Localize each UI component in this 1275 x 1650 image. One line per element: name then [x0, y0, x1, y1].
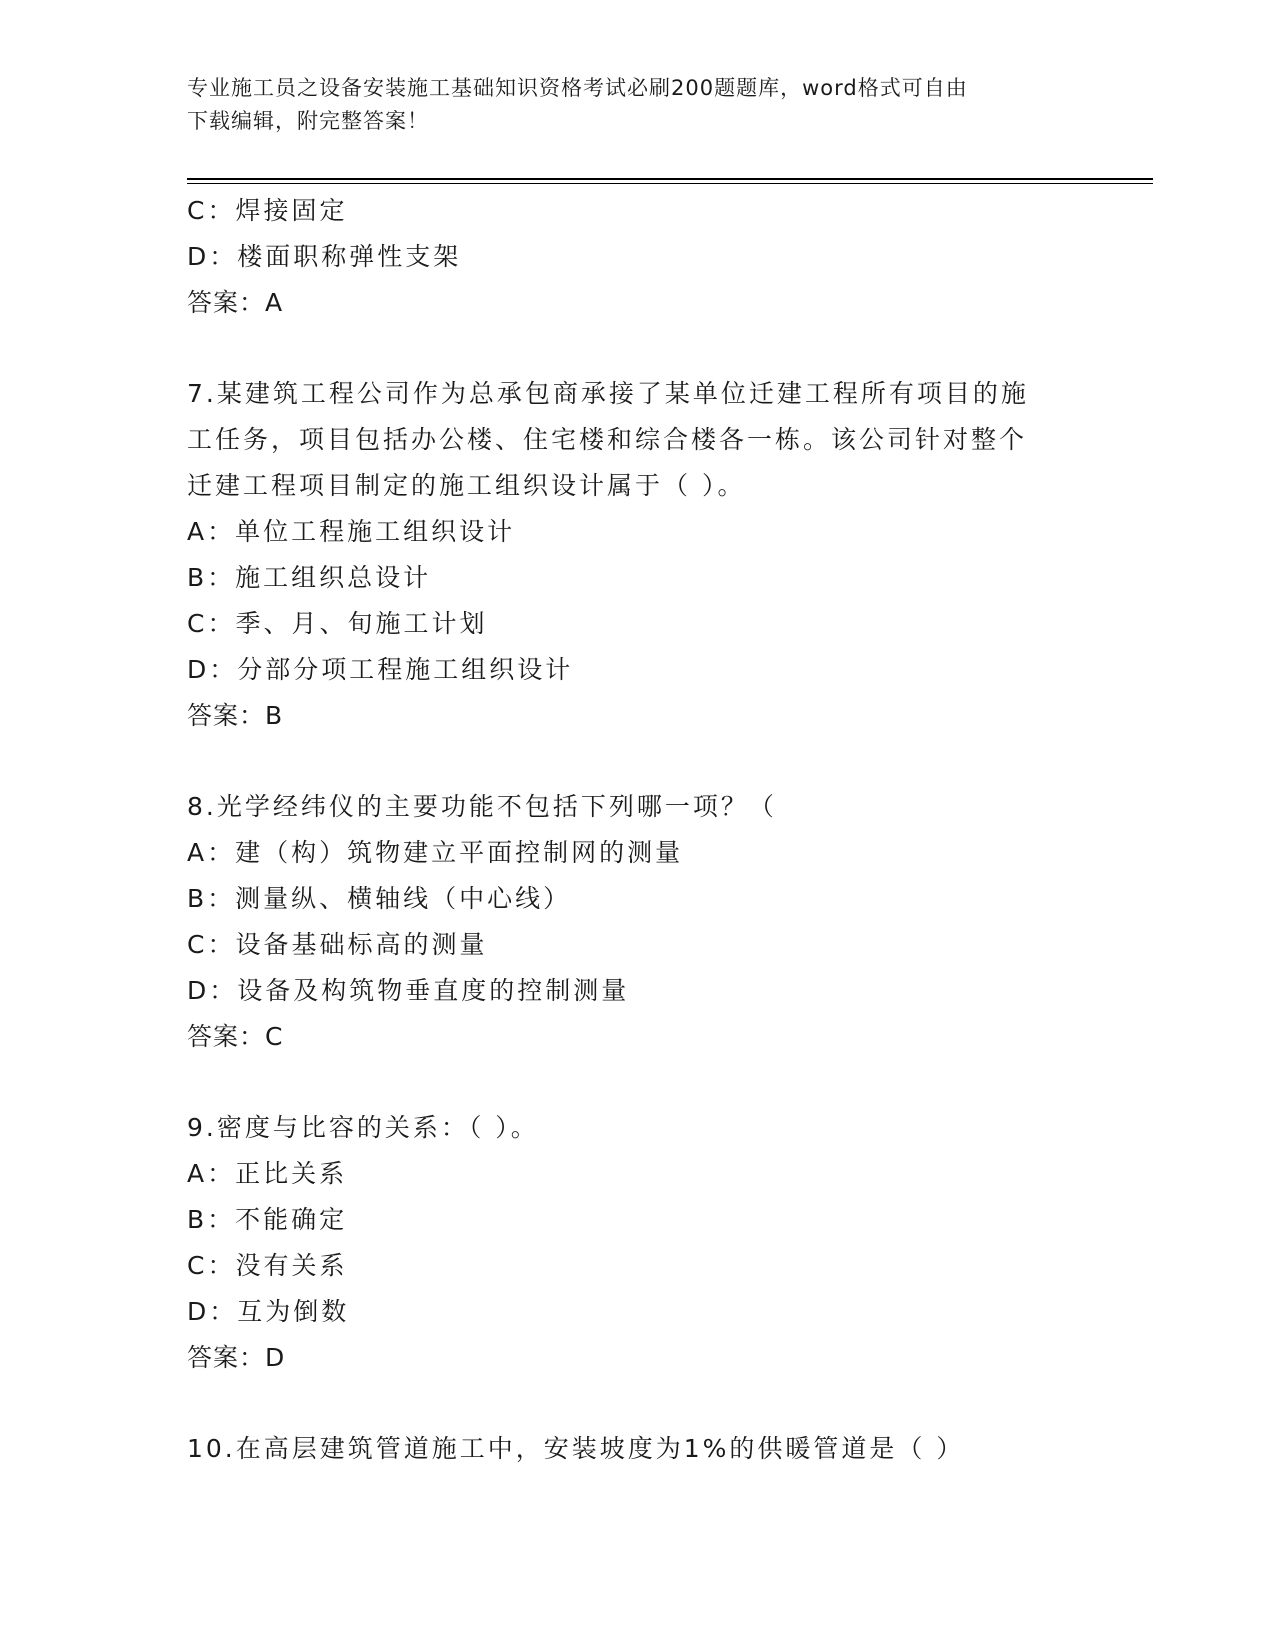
question-7 [187, 371, 1087, 739]
question-6 [187, 188, 1087, 326]
option-a: A：单位工程施工组织设计 [187, 517, 516, 546]
question-stem-line-2: 工任务，项目包括办公楼、住宅楼和综合楼各一栋。该公司针对整个 [187, 425, 1028, 454]
option-a: A：建（构）筑物建立平面控制网的测量 [187, 838, 684, 867]
document-header [187, 72, 1067, 138]
question-stem-line-1: 7.某建筑工程公司作为总承包商承接了某单位迁建工程所有项目的施 [187, 379, 1029, 408]
option-a: A：正比关系 [187, 1159, 348, 1188]
option-d: D：楼面职称弹性支架 [187, 242, 462, 271]
header-divider-thick [187, 178, 1153, 180]
header-line-2: 下载编辑，附完整答案！ [187, 109, 429, 133]
option-b: B：施工组织总设计 [187, 563, 432, 592]
question-stem: 10.在高层建筑管道施工中，安装坡度为1%的供暖管道是（ ） [187, 1434, 965, 1463]
question-stem: 8.光学经纬仪的主要功能不包括下列哪一项？（ [187, 792, 777, 821]
option-d: D：分部分项工程施工组织设计 [187, 655, 574, 684]
answer: 答案：A [187, 288, 284, 317]
option-b: B：不能确定 [187, 1205, 348, 1234]
answer: 答案：B [187, 701, 284, 730]
question-8 [187, 784, 1087, 1060]
answer: 答案：D [187, 1343, 286, 1372]
question-list [187, 188, 1087, 1472]
option-d: D：设备及构筑物垂直度的控制测量 [187, 976, 630, 1005]
option-d: D：互为倒数 [187, 1297, 350, 1326]
question-stem: 9.密度与比容的关系：（ ）。 [187, 1113, 539, 1142]
option-b: B：测量纵、横轴线（中心线） [187, 884, 572, 913]
answer: 答案：C [187, 1022, 284, 1051]
option-c: C：设备基础标高的测量 [187, 930, 488, 959]
question-stem-line-3: 迁建工程项目制定的施工组织设计属于（ ）。 [187, 471, 746, 500]
option-c: C：没有关系 [187, 1251, 348, 1280]
header-line-1: 专业施工员之设备安装施工基础知识资格考试必刷200题题库，word格式可自由 [187, 76, 968, 100]
question-10 [187, 1426, 1087, 1472]
header-divider-thin [187, 183, 1153, 184]
option-c: C：焊接固定 [187, 196, 348, 225]
question-9 [187, 1105, 1087, 1381]
option-c: C：季、月、旬施工计划 [187, 609, 488, 638]
